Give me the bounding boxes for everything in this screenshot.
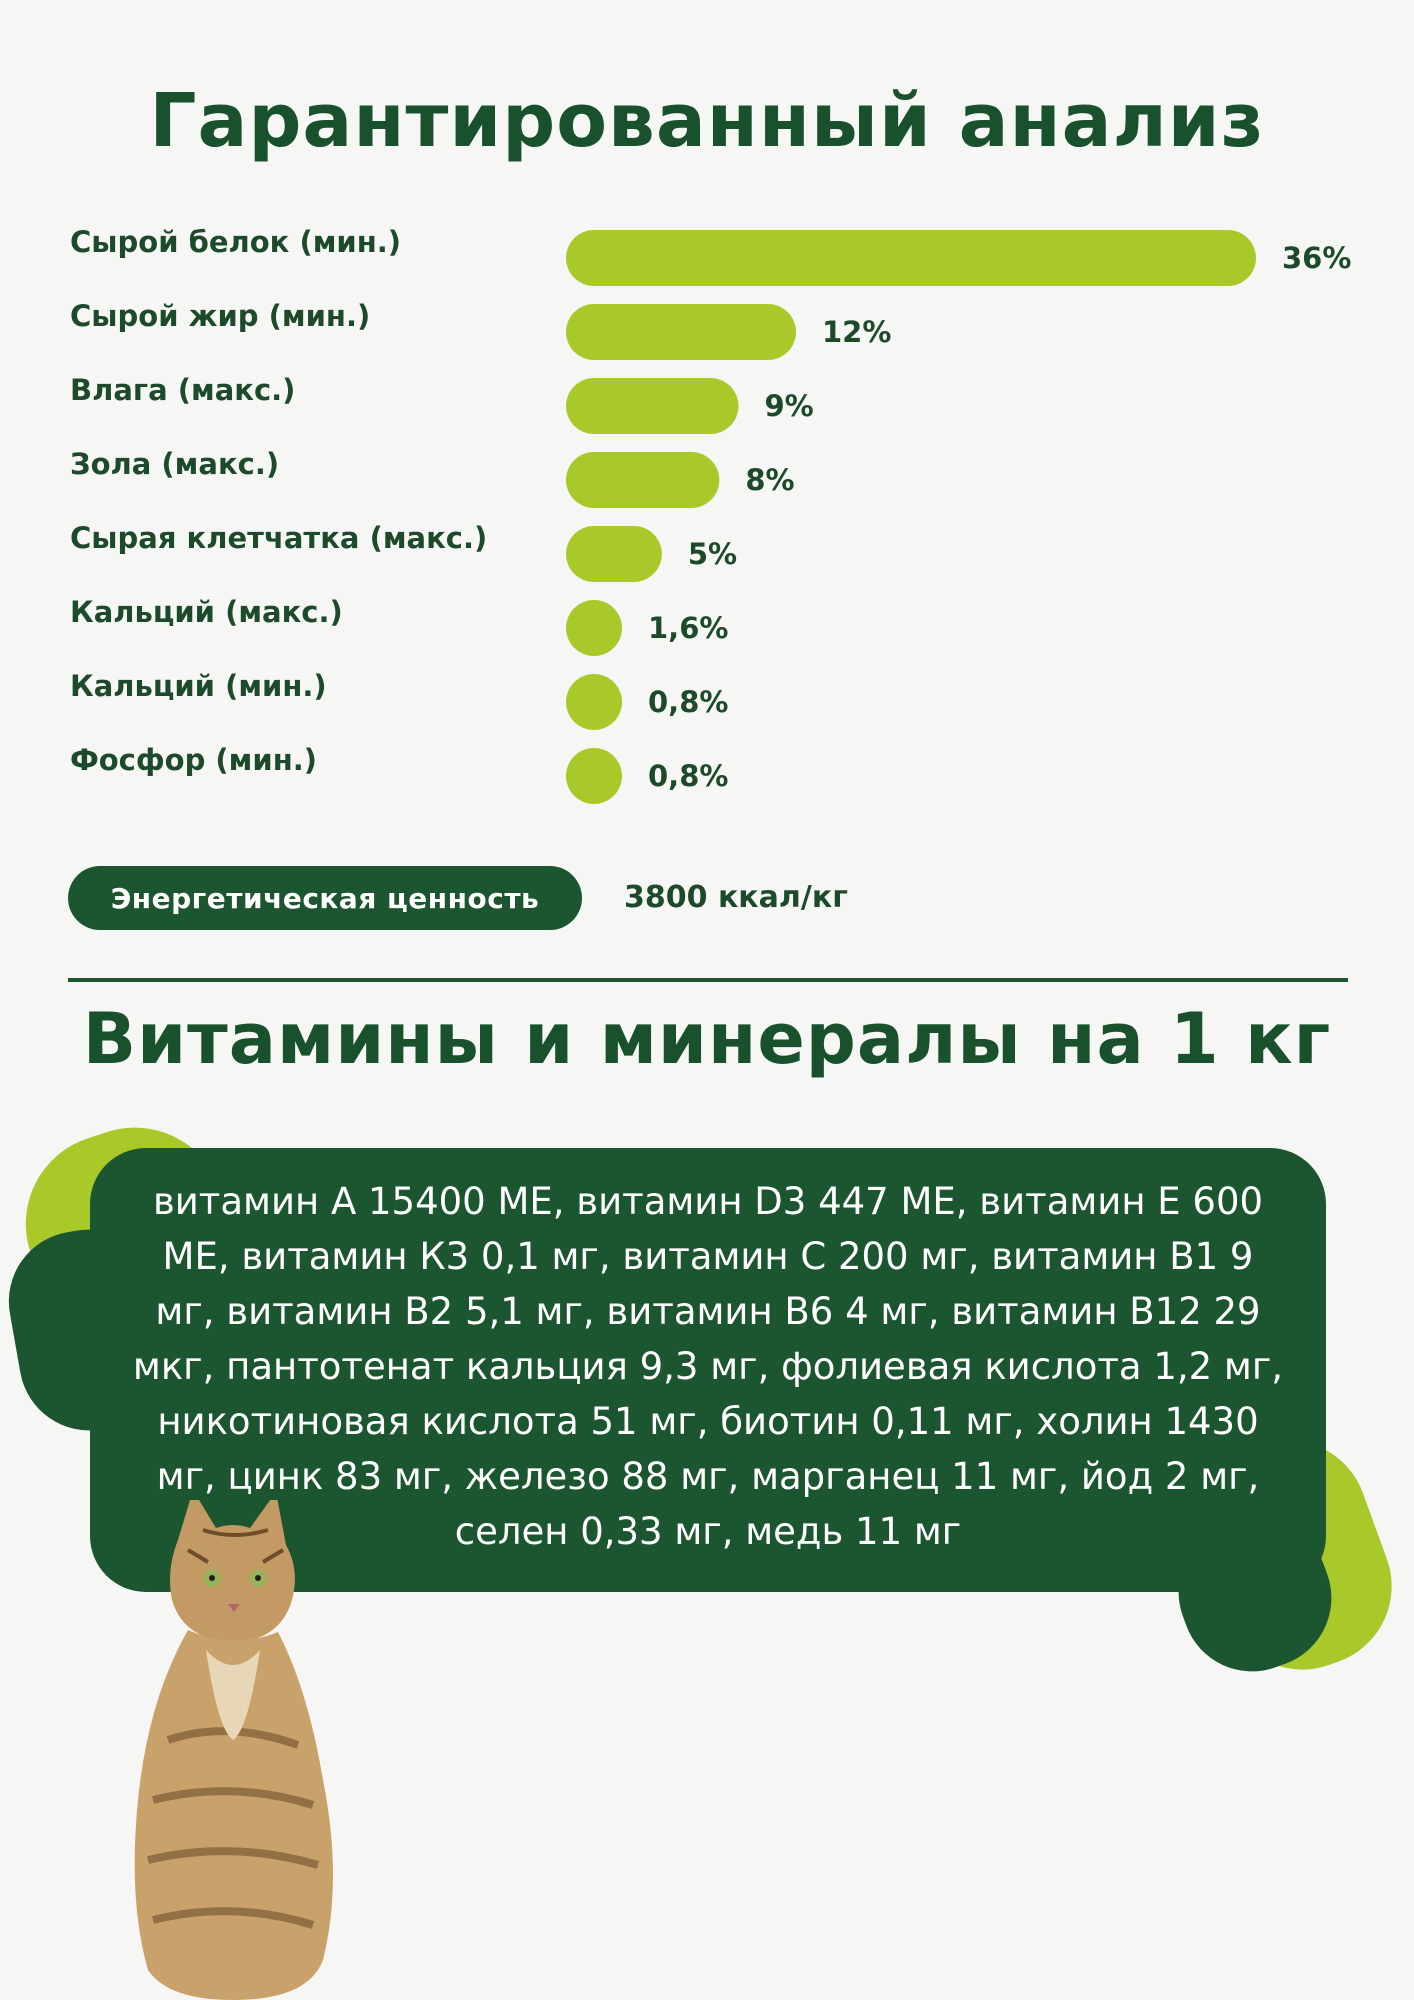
category-label: Фосфор (мин.): [70, 743, 318, 777]
energy-label-pill: Энергетическая ценность: [68, 866, 582, 930]
category-label: Сырой жир (мин.): [70, 299, 371, 333]
value-label: 5%: [687, 537, 738, 571]
category-label: Влага (макс.): [70, 373, 296, 407]
value-label: 1,6%: [648, 611, 729, 645]
value-label: 36%: [1282, 241, 1352, 275]
value-label: 0,8%: [648, 685, 729, 719]
value-label: 8%: [745, 463, 795, 497]
bar: [566, 378, 739, 434]
vitamins-text: витамин А 15400 МЕ, витамин D3 447 МЕ, витамин Е 600 МЕ, витамин К3 0,1 мг, витамин С 200 мг, витамин В1 9 мг, витамин В2 5,1 мг, витамин В6 4 мг, витамин В12 29 мкг, пантотенат кальция 9,3 мг, фолиевая кислота 1,2 мг, никотиновая кислота 51 мг, биотин 0,11 мг, холин 1430 мг, цинк 83 мг, железо 88 мг, марганец 11 мг, йод 2 мг, селен 0,33 мг, медь 11 мг: [132, 1180, 1284, 1553]
bar: [566, 304, 796, 360]
section-divider: [68, 978, 1348, 982]
bar: [566, 452, 719, 508]
energy-value: 3800 ккал/кг: [624, 880, 848, 915]
bar: [566, 526, 662, 582]
value-label: 0,8%: [648, 759, 729, 793]
bar: [566, 230, 1256, 286]
value-label: 12%: [822, 315, 892, 349]
bar: [566, 748, 622, 804]
value-label: 9%: [764, 389, 814, 423]
cat-illustration: [108, 1500, 358, 2000]
category-label: Зола (макс.): [70, 447, 280, 481]
page-title-analysis: Гарантированный анализ: [149, 78, 1265, 164]
category-label: Кальций (макс.): [70, 595, 343, 629]
analysis-bar-chart: [0, 0, 1414, 840]
category-label: Сырой белок (мин.): [70, 225, 402, 259]
category-label: Кальций (мин.): [70, 669, 327, 703]
bar: [566, 600, 622, 656]
bar: [566, 674, 622, 730]
category-label: Сырая клетчатка (макс.): [70, 521, 488, 555]
page-title-vitamins: Витамины и минералы на 1 кг: [82, 998, 1332, 1080]
